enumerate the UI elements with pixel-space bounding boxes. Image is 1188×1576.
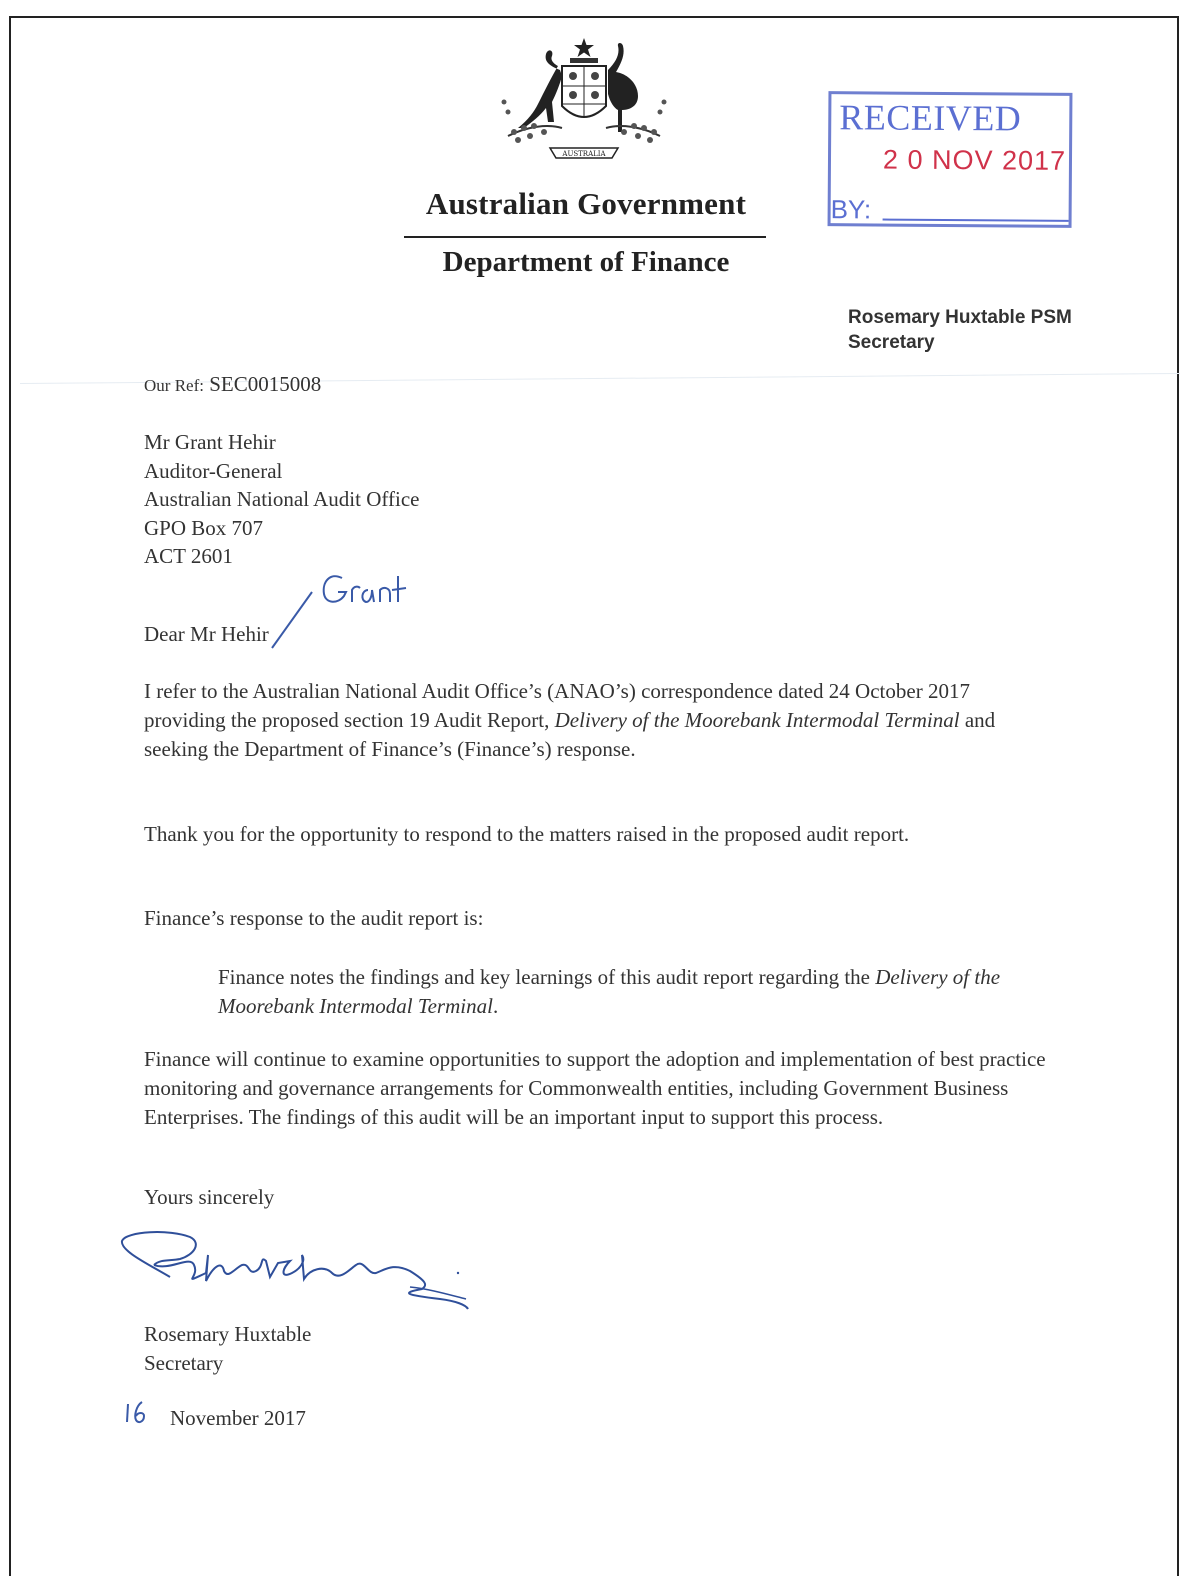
response-quote <box>218 963 1038 1021</box>
reference-value: SEC0015008 <box>209 372 322 396</box>
body-paragraph-1 <box>144 677 1044 764</box>
body-paragraph-2: Thank you for the opportunity to respond to the matters raised in the proposed audit report. <box>144 822 910 846</box>
report-title-italic: Delivery of the Moorebank Intermodal Terminal <box>218 965 1001 1018</box>
recipient-address <box>144 428 419 571</box>
handwritten-day-16 <box>122 1400 152 1434</box>
salutation: Dear Mr Hehir <box>144 622 269 646</box>
stamp-date: 2 0 NOV 2017 <box>882 144 1067 176</box>
handwritten-signature <box>110 1225 480 1335</box>
body-paragraph-4: Finance will continue to examine opportunities to support the adoption and implementation of best practice monitoring and governance arrangements for Commonwealth entities, including Government Business Enterprises. The findings of this audit will be an important input to support this process. <box>144 1047 1046 1129</box>
address-line: Auditor-General <box>144 458 283 483</box>
sender-block <box>848 305 1072 355</box>
reference-line <box>144 372 321 397</box>
address-line: GPO Box 707 <box>144 515 264 540</box>
address-line: ACT 2601 <box>144 544 233 568</box>
report-title-italic: Delivery of the Moorebank Intermodal Terminal <box>554 708 960 732</box>
sender-title: Secretary <box>848 332 935 353</box>
coat-of-arms-icon <box>488 36 680 168</box>
body-paragraph-3: Finance’s response to the audit report is: <box>144 906 484 930</box>
body-text: and seeking the Department of Finance’s (Finance’s) response. <box>144 708 996 761</box>
closing-line: Yours sincerely <box>144 1185 275 1209</box>
handwritten-grant-correction <box>268 562 418 652</box>
stamp-by-label: BY: <box>830 194 872 225</box>
letter-date: November 2017 <box>170 1406 306 1430</box>
government-title: Australian Government <box>425 186 747 221</box>
department-title: Department of Finance <box>442 246 730 278</box>
reference-label: Our Ref: <box>144 376 204 395</box>
quote-text: Finance notes the findings and key learnings of this audit report regarding the <box>218 965 876 989</box>
stamp-received-word: RECEIVED <box>839 97 1022 139</box>
received-stamp <box>828 91 1073 228</box>
crest-banner-text: AUSTRALIA <box>562 150 606 158</box>
sender-name: Rosemary Huxtable PSM <box>848 307 1072 328</box>
body-text: I refer to the Australian National Audit Office’s (ANAO’s) correspondence dated 24 October 2017 providing the proposed section 19 Audit Report, <box>144 679 970 732</box>
signatory-name: Rosemary Huxtable <box>144 1322 312 1346</box>
letterhead-divider <box>404 236 766 238</box>
quote-text: . <box>492 994 499 1018</box>
address-line: Mr Grant Hehir <box>144 430 276 454</box>
signatory-block <box>144 1320 311 1378</box>
stamp-by-line <box>883 219 1069 222</box>
address-line: Australian National Audit Office <box>144 487 420 511</box>
signatory-title: Secretary <box>144 1351 224 1375</box>
